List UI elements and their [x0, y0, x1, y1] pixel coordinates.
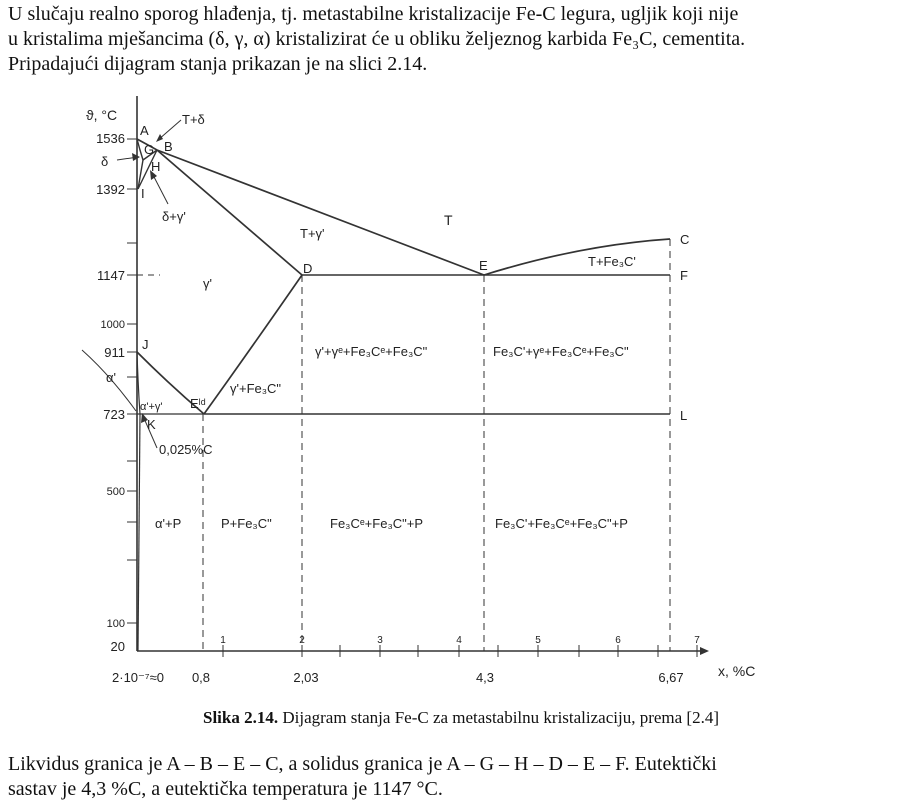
point-Eld: Eˡᵈ — [190, 396, 206, 411]
region-labels — [101, 112, 636, 531]
region-P-Fe3C: P+Fe₃C" — [221, 516, 272, 531]
caption-label: Slika 2.14. — [202, 708, 279, 727]
x-tick-labels — [220, 635, 700, 646]
region-Fe3C-P: Fe₃Cᵉ+Fe₃C"+P — [330, 516, 424, 531]
y-label-1147: 1147 — [97, 268, 125, 283]
x-axis-label: x, %C — [718, 663, 756, 679]
x-label-7: 7 — [694, 635, 700, 646]
y-label-20: 20 — [110, 639, 125, 654]
y-tick-labels — [96, 131, 125, 654]
y-label-100: 100 — [106, 618, 125, 630]
intro-line-1: U slučaju realno sporog hlađenja, tj. metastabilne kristalizacije Fe-C legura, ugljik koji nije — [8, 3, 739, 25]
y-label-1392: 1392 — [96, 182, 125, 197]
region-T-Fe3C: T+Fe₃C' — [588, 254, 636, 269]
point-I: I — [141, 186, 145, 201]
point-G: G — [144, 142, 155, 157]
point-K: K — [147, 417, 156, 432]
y-label-911: 911 — [104, 345, 125, 360]
y-label-1000: 1000 — [100, 319, 125, 331]
x-value-4-3: 4,3 — [475, 670, 495, 685]
x-value-labels — [112, 670, 684, 685]
arrow-icon — [156, 134, 163, 142]
point-C: C — [680, 232, 690, 247]
point-A: A — [140, 123, 149, 138]
point-H: H — [151, 159, 161, 174]
region-T: T — [444, 212, 453, 228]
region-delta-gamma: δ+γ' — [162, 209, 186, 224]
liquidus-ABE — [137, 139, 484, 275]
point-L: L — [680, 408, 688, 423]
x-label-4: 4 — [456, 635, 462, 646]
point-F: F — [680, 268, 688, 283]
x-label-6: 6 — [615, 635, 621, 646]
point-labels — [140, 123, 689, 432]
region-T-gamma: T+γ' — [300, 226, 325, 241]
conclusion-paragraph — [8, 752, 914, 802]
point-B: B — [164, 139, 173, 154]
conclusion-line-2: sastav je 4,3 %C, a eutektička temperatura je 1147 °C. — [8, 778, 443, 800]
x-axis-arrow-icon — [700, 647, 709, 655]
caption-text: Dijagram stanja Fe-C za metastabilnu kristalizaciju, prema [2.4] — [278, 708, 719, 727]
x-label-1: 1 — [220, 635, 226, 646]
point-D: D — [303, 261, 313, 276]
region-alpha: α' — [106, 370, 116, 385]
region-delta: δ — [101, 154, 109, 169]
x-label-3: 3 — [377, 635, 383, 646]
x-value-6-67: 6,67 — [658, 670, 684, 685]
region-carbon-0025: 0,025%C — [159, 442, 213, 457]
liquidus-EC — [484, 239, 670, 275]
y-label-1536: 1536 — [96, 131, 125, 146]
x-value-2-03: 2,03 — [293, 670, 319, 685]
point-J: J — [142, 337, 149, 352]
point-E: E — [479, 258, 488, 273]
y-label-500: 500 — [106, 486, 125, 498]
intro-line-3: Pripadajući dijagram stanja prikazan je na slici 2.14. — [8, 53, 428, 75]
x-value-0-8: 0,8 — [191, 670, 211, 685]
region-Fe3C-all-P: Fe₃C'+Fe₃Cᵉ+Fe₃C"+P — [495, 516, 628, 531]
arrow-icon — [132, 153, 140, 161]
region-gamma-mix: γ'+γᵉ+Fe₃Cᵉ+Fe₃C" — [315, 344, 428, 359]
region-alpha-gamma: α'+γ' — [140, 401, 163, 413]
region-fe3c-mix-upper: Fe₃C'+γᵉ+Fe₃Cᵉ+Fe₃C" — [493, 344, 629, 359]
intro-line-2: u kristalima mješancima (δ, γ, α) kristalizirat će u obliku željeznog karbida Fe₃C, cementita. — [8, 28, 746, 50]
region-gamma-Fe3C: γ'+Fe₃C" — [230, 381, 282, 396]
y-axis-label: ϑ, °C — [86, 107, 118, 123]
region-T-delta: T+δ — [182, 112, 205, 127]
x-label-2: 2 — [299, 635, 305, 646]
region-alpha-P: α'+P — [155, 516, 182, 531]
x-label-5: 5 — [535, 635, 541, 646]
y-label-723: 723 — [103, 407, 125, 422]
region-gamma: γ' — [203, 276, 212, 291]
conclusion-line-1: Likvidus granica je A – B – E – C, a solidus granica je A – G – H – D – E – F. Eutektički — [8, 753, 717, 775]
x-value-0: 2·10⁻⁷≈0 — [112, 670, 164, 685]
figure-caption — [0, 708, 922, 728]
solvus-alpha — [138, 414, 140, 651]
y-ticks — [127, 139, 137, 623]
